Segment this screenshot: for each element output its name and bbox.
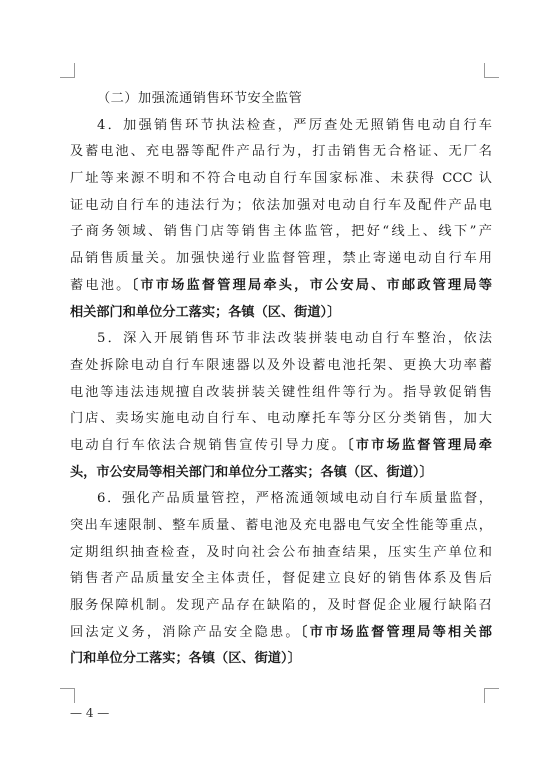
p6-line-5: 服务保障机制。发现产品存在缺陷的，及时督促企业履行缺陷召: [70, 598, 492, 614]
p6-line-4: 销售者产品质量安全主体责任，督促建立良好的销售体系及售后: [70, 571, 492, 587]
paragraph-6: [70, 486, 492, 673]
p4-line-5: 子商务领域、销售门店等销售主体监管，把好“线上、线下”产: [70, 224, 492, 240]
p6-line-3: 定期组织抽查检查，及时向社会公布抽查结果，压实生产单位和: [70, 544, 492, 560]
p4-line-8: 相关部门和单位分工落实；各镇（区、街道）〕: [70, 304, 341, 320]
p6-line-6: [70, 620, 492, 647]
crop-mark-bottom-right: [484, 688, 499, 703]
p4-line-3: 厂址等来源不明和不符合电动自行车国家标准、未获得 CCC 认: [70, 171, 492, 187]
crop-mark-top-right: [484, 63, 499, 78]
paragraph-4: [70, 113, 492, 327]
p4-responsibility: 〔市市场监督管理局牵头，市公安局、市邮政管理局等: [131, 277, 492, 293]
p5-line-1: 5．深入开展销售环节非法改装拼装电动自行车整治，依法: [97, 331, 492, 347]
p6-line-7: 门和单位分工落实；各镇（区、街道）〕: [70, 651, 301, 667]
page-number: — 4 —: [70, 706, 110, 720]
p5-line-2: 查处拆除电动自行车限速器以及外设蓄电池托架、更换大功率蓄: [70, 357, 492, 373]
document-body: [70, 86, 492, 673]
p6-line-6-text: 回法定义务，消除产品安全隐患。: [70, 624, 301, 640]
p5-line-3: 电池等违法违规擅自改装拼装关键性组件等行为。指导敦促销售: [70, 384, 492, 400]
crop-mark-top-left: [60, 63, 75, 78]
p5-line-4: 门店、卖场实施电动自行车、电动摩托车等分区分类销售，加大: [70, 411, 492, 427]
p5-line-5: [70, 433, 492, 460]
p5-responsibility: 〔市市场监督管理局牵: [346, 437, 492, 453]
paragraph-5: [70, 326, 492, 486]
p5-line-6: 头，市公安局等相关部门和单位分工落实；各镇（区、街道）〕: [70, 464, 433, 480]
p4-line-7-text: 蓄电池。: [70, 277, 132, 293]
section-heading: （二）加强流通销售环节安全监管: [97, 91, 303, 106]
crop-mark-bottom-left: [60, 688, 75, 703]
p4-line-7: [70, 273, 492, 300]
p4-line-4: 证电动自行车的违法行为；依法加强对电动自行车及配件产品电: [70, 197, 492, 213]
p4-line-1: 4．加强销售环节执法检查，严厉查处无照销售电动自行车: [97, 117, 492, 133]
p6-responsibility: 〔市市场监督管理局等相关部: [300, 624, 492, 640]
p4-line-2: 及蓄电池、充电器等配件产品行为，打击销售无合格证、无厂名: [70, 144, 492, 160]
p4-line-6: 品销售质量关。加强快递行业监督管理，禁止寄递电动自行车用: [70, 251, 492, 267]
p5-line-5-text: 电动自行车依法合规销售宣传引导力度。: [70, 437, 347, 453]
p6-line-1: 6．强化产品质量管控，严格流通领域电动自行车质量监督，: [97, 491, 492, 507]
p6-line-2: 突出车速限制、整车质量、蓄电池及充电器电气安全性能等重点，: [70, 518, 492, 533]
